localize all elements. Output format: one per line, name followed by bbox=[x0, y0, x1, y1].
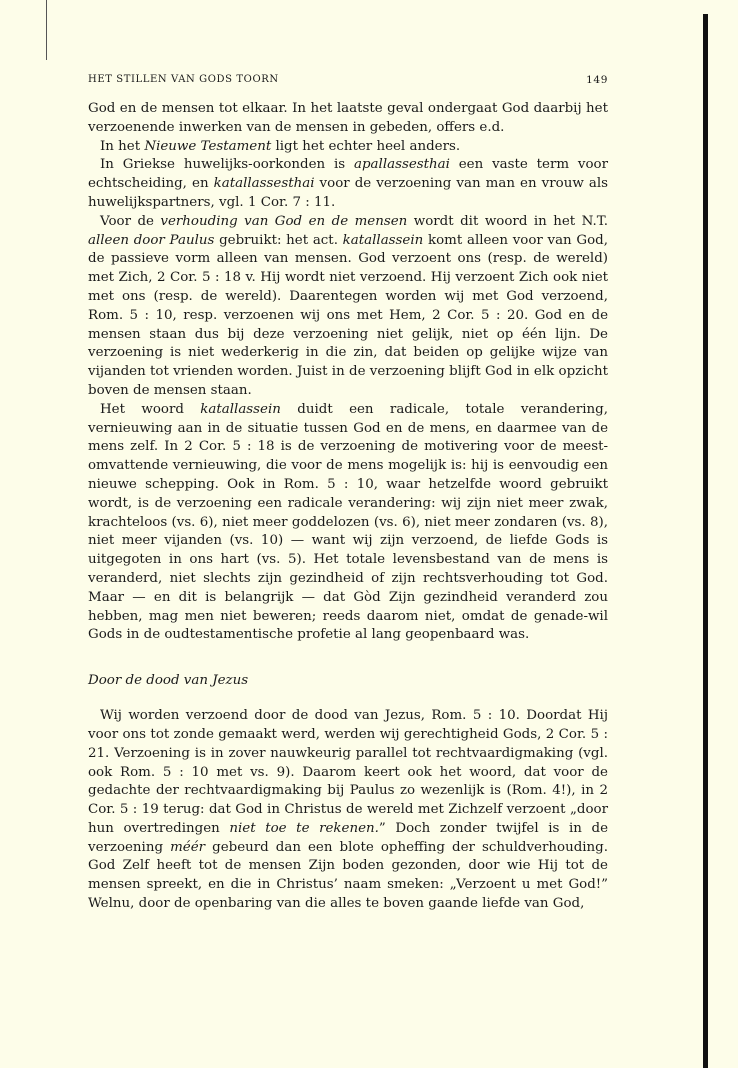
italic-text: katallassesthai bbox=[213, 176, 315, 192]
text-run: ” Doch zonder twijfel is in de verzoening bbox=[88, 820, 608, 855]
paragraph bbox=[88, 213, 608, 401]
text-run: een vaste term voor echtscheiding, en bbox=[88, 157, 608, 192]
text-run: Het woord bbox=[100, 401, 201, 417]
paragraph bbox=[88, 156, 608, 212]
text-run: In Griekse huwelijks-oorkonden is bbox=[100, 157, 354, 173]
running-head-title: HET STILLEN VAN GODS TOORN bbox=[88, 74, 279, 85]
text-run: gebruikt: het act. bbox=[214, 232, 343, 248]
body-text bbox=[88, 100, 608, 645]
scan-edge-line bbox=[46, 0, 47, 60]
italic-text: verhouding van God en de mensen bbox=[160, 213, 408, 229]
running-head bbox=[88, 74, 608, 94]
italic-text: niet toe te rekenen. bbox=[229, 820, 379, 836]
text-run: gebeurd dan een blote opheffing der schuldverhouding. God Zelf heeft tot de mensen Zijn boden gezonden, door wie Hij tot de mensen spreekt, en die in Christus’ naam smeken: „Verzoent u met God!” Welnu, door de openbaring van die alles te boven gaande liefde van God, bbox=[88, 839, 608, 912]
paragraph bbox=[88, 100, 608, 138]
book-page bbox=[88, 74, 608, 914]
text-run: duidt een radicale, totale verandering, vernieuwing aan in de situatie tussen God en de mens, en daarmee van de mens zelf. In 2 Cor. 5 : 18 is de verzoening de motivering voor de meest-omvattende vernieuwing, die voor de mens mogelijk is: hij is eenvoudig een nieuwe schepping. Ook in Rom. 5 : 10, waar hetzelfde woord gebruikt wordt, is de verzoening een radicale verandering: wij zijn niet meer zwak, krachteloos (vs. 6), niet meer goddelozen (vs. 6), niet meer zondaren (vs. 8), niet meer vijanden (vs. 10) — want wij zijn verzoend, de liefde Gods is uitgegoten in ons hart (vs. 5). Het totale levensbestand van de mens is veranderd, niet slechts zijn gezindheid of zijn rechtsverhouding tot God. Maar — en dit is belangrijk — dat Gòd Zijn gezindheid veranderd zou hebben, mag men niet beweren; reeds daarom niet, omdat de genade-wil Gods in de oudtestamentische profetie al lang geopenbaard was. bbox=[88, 401, 608, 643]
scan-edge-bar bbox=[703, 14, 708, 1068]
text-run: Voor de bbox=[100, 213, 161, 229]
text-run: wordt dit woord in het N.T. bbox=[407, 213, 608, 229]
text-run: komt alleen voor van God, de passieve vorm alleen van mensen. God verzoent ons (resp. de wereld) met Zich, 2 Cor. 5 : 18 v. Hij wordt niet verzoend. Hij verzoent Zich ook niet met ons (resp. de wereld). Daarentegen worden wij met God verzoend, Rom. 5 : 10, resp. verzoenen wij ons met Hem, 2 Cor. 5 : 20. God en de mensen staan dus bij deze verzoening niet gelijk, niet op één lijn. De verzoening is niet wederkerig in die zin, dat beiden op gelijke wijze van vijanden tot vrienden worden. Juist in de verzoening blijft God in elk opzicht boven de mensen staan. bbox=[88, 232, 608, 398]
italic-text: méér bbox=[170, 839, 206, 855]
section-body-text bbox=[88, 707, 608, 914]
text-run: voor de verzoening van man en vrouw als huwelijkspartners, vgl. 1 Cor. 7 : 11. bbox=[88, 176, 608, 210]
text-run: Wij worden verzoend door de dood van Jezus, Rom. 5 : 10. Doordat Hij voor ons tot zonde gemaakt werd, werden wij gerechtigheid Gods, 2 Cor. 5 : 21. Verzoening is in zover nauwkeurig parallel tot rechtvaardigmaking (vgl. ook Rom. 5 : 10 met vs. 9). Daarom keert ook het woord, dat voor de gedachte der rechtvaardigmaking bij Paulus zo wezenlijk is (Rom. 4!), in 2 Cor. 5 : 19 terug: dat God in Christus de wereld met Zichzelf verzoent „door hun overtredingen bbox=[88, 708, 608, 836]
paragraph bbox=[88, 707, 608, 914]
page-number: 149 bbox=[586, 74, 608, 86]
paragraph bbox=[88, 138, 608, 157]
italic-text: Nieuwe Testament bbox=[144, 138, 272, 154]
italic-text: katallassein bbox=[200, 401, 281, 417]
section-heading: Door de dood van Jezus bbox=[88, 673, 249, 689]
italic-text: apallassesthai bbox=[354, 157, 450, 173]
text-run: In het bbox=[100, 138, 145, 154]
italic-text: alleen door Paulus bbox=[88, 232, 215, 248]
italic-text: katallassein bbox=[342, 232, 424, 248]
text-run: God en de mensen tot elkaar. In het laatste geval ondergaat God daarbij het verzoenende inwerken van de mensen in gebeden, offers e.d. bbox=[88, 101, 608, 135]
text-run: ligt het echter heel anders. bbox=[271, 138, 461, 154]
paragraph bbox=[88, 401, 608, 645]
